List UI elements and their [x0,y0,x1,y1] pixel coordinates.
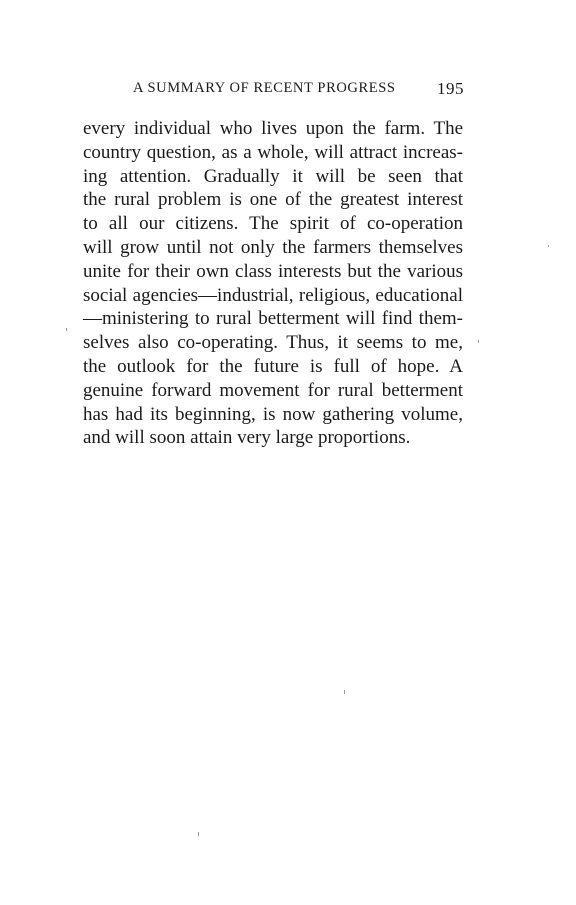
text-line: unite for their own class interests but the various [83,260,463,282]
text-line: the rural problem is one of the greatest interest [83,189,463,211]
text-line: the outlook for the future is full of hope. A [83,355,463,377]
text-line: genuine forward movement for rural betterment [83,379,463,401]
page-number: 195 [437,79,464,98]
running-head [0,80,576,102]
running-title: A SUMMARY OF RECENT PROGRESS [133,80,396,96]
text-line: country question, as a whole, will attract increas- [83,141,463,163]
text-line: to all our citizens. The spirit of co-operation [83,213,463,235]
text-line: every individual who lives upon the farm. The [83,118,463,139]
scan-speck [548,245,549,247]
scan-speck [66,328,67,331]
text-line: —ministering to rural betterment will find them- [83,308,463,330]
scan-speck [344,690,345,694]
scan-speck [198,832,199,836]
text-line: and will soon attain very large proportions. [83,427,411,449]
text-line: social agencies—industrial, religious, educational [83,284,463,306]
text-line: ing attention. Gradually it will be seen that [83,165,463,187]
text-line: will grow until not only the farmers themselves [83,236,463,258]
text-line: has had its beginning, is now gathering volume, [83,403,463,425]
body-paragraph [83,117,463,450]
scan-speck [478,340,479,343]
text-line: selves also co-operating. Thus, it seems to me, [83,332,463,354]
